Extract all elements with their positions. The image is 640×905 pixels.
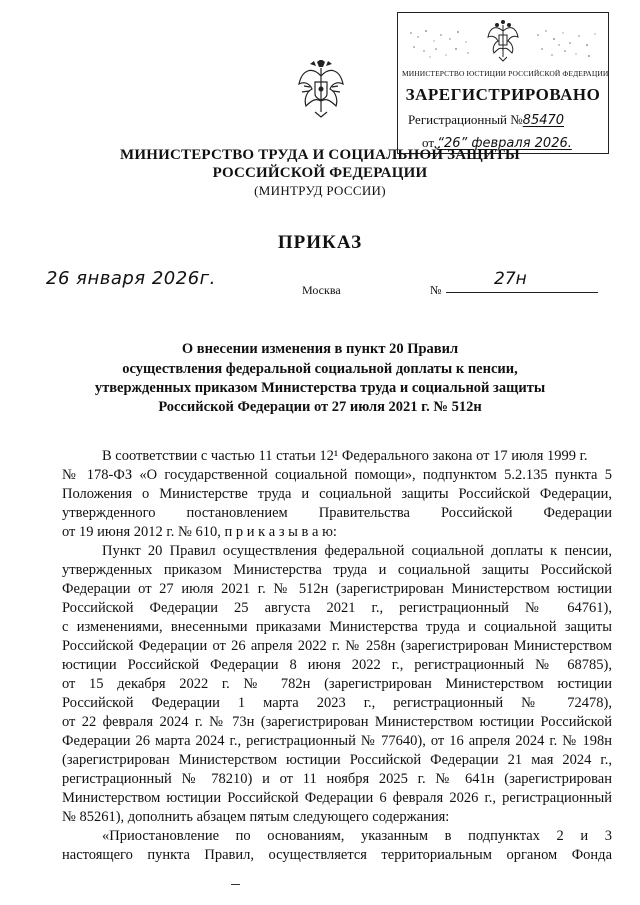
stamp-status: ЗАРЕГИСТРИРОВАНО [405, 85, 601, 104]
body-line: № 85261), дополнить абзацем пятым следующего содержания: [62, 809, 450, 825]
stamp-registration-label: Регистрационный № [408, 112, 523, 127]
stamp-texture-right [532, 27, 602, 61]
order-number-underline [446, 292, 598, 293]
order-number: 27н [494, 269, 527, 289]
body-line: от 15 декабря 2022 г. № 782н (зарегистрирован Министерством юстиции [62, 676, 612, 692]
stamp-registration-line [408, 112, 564, 128]
body-line: Федерации 26 марта 2024 г., регистрационный № 77640), от 16 апреля 2024 г. № 198н [62, 733, 612, 749]
organization-abbreviation: (МИНТРУД РОССИИ) [254, 183, 386, 198]
stamp-ministry-name: МИНИСТЕРСТВО ЮСТИЦИИ РОССИЙСКОЙ ФЕДЕРАЦИИ [402, 69, 609, 78]
order-city: Москва [302, 283, 341, 297]
body-line: Положения о Министерстве труда и социальной защиты Российской Федерации, [62, 486, 612, 502]
body-line: настоящего пункта Правил, осуществляется территориальным органом Фонда [62, 847, 612, 863]
stamp-date-prefix: от [422, 135, 435, 150]
body-line: Российской Федерации от 26 апреля 2022 г. № 258н (зарегистрирован Министерством [62, 638, 612, 654]
body-line: Министерством юстиции Российской Федерации 6 февраля 2026 г., регистрационный [62, 790, 612, 806]
body-line: (зарегистрирован Министерством юстиции Российской Федерации 21 мая 2024 г., [62, 752, 612, 768]
title-line: утвержденных приказом Министерства труда и социальной защиты [94, 380, 546, 396]
stamp-registration-number: 85470 [522, 113, 565, 128]
body-line: от 22 февраля 2024 г. № 73н (зарегистрирован Министерством юстиции Российской [62, 714, 612, 730]
title-line: Российской Федерации от 27 июля 2021 г. № 512н [158, 399, 482, 415]
body-line: «Приостановление по основаниям, указанным в подпунктах 2 и 3 [102, 828, 612, 844]
organization-name-line-2: РОССИЙСКОЙ ФЕДЕРАЦИИ [212, 165, 428, 181]
body-line: Российской Федерации 1 марта 2023 г., регистрационный № 72478), [62, 695, 612, 711]
title-line: О внесении изменения в пункт 20 Правил [181, 341, 459, 357]
registration-stamp [397, 12, 609, 154]
body-line: В соответствии с частью 11 статьи 12¹ Федерального закона от 17 июля 1999 г. [102, 448, 588, 464]
body-line: от 19 июня 2012 г. № 610, п р и к а з ы в а ю: [62, 524, 337, 540]
body-line: утвержденных приказом Министерства труда и социальной защиты Российской [62, 562, 612, 578]
body-line: Российской Федерации 25 августа 2021 г., регистрационный № 64761), [62, 600, 612, 616]
body-line: с изменениями, внесенными приказами Министерства труда и социальной защиты [62, 619, 612, 635]
title-line: осуществления федеральной социальной доплаты к пенсии, [122, 361, 518, 377]
body-line: юстиции Российской Федерации 8 июня 2022 г., регистрационный № 68785), [62, 657, 612, 673]
order-date: 26 января 2026г. [46, 268, 216, 289]
stamp-date-value: “26” февраля 2026. [437, 136, 572, 151]
body-line: регистрационный № 78210) и от 11 ноября 2025 г. № 641н (зарегистрирован [62, 771, 612, 787]
body-line: № 178-ФЗ «О государственной социальной помощи», подпунктом 5.2.135 пункта 5 [62, 467, 612, 483]
stamp-texture-left [406, 27, 476, 61]
coat-of-arms-icon [296, 60, 346, 118]
page-footer-mark [231, 884, 240, 885]
body-line: Федерации от 27 июля 2021 г. № 512н (зарегистрирован Министерством юстиции [62, 581, 612, 597]
document-type: ПРИКАЗ [277, 232, 363, 253]
body-line: Пункт 20 Правил осуществления федеральной социальной доплаты к пенсии, [102, 543, 612, 559]
organization-name-line-1: МИНИСТЕРСТВО ТРУДА И СОЦИАЛЬНОЙ ЗАЩИТЫ [120, 147, 520, 163]
stamp-eagle-emblem-icon [486, 19, 520, 63]
order-number-sign: № [430, 283, 442, 297]
body-line: утвержденного постановлением Правительства Российской Федерации [62, 505, 612, 521]
